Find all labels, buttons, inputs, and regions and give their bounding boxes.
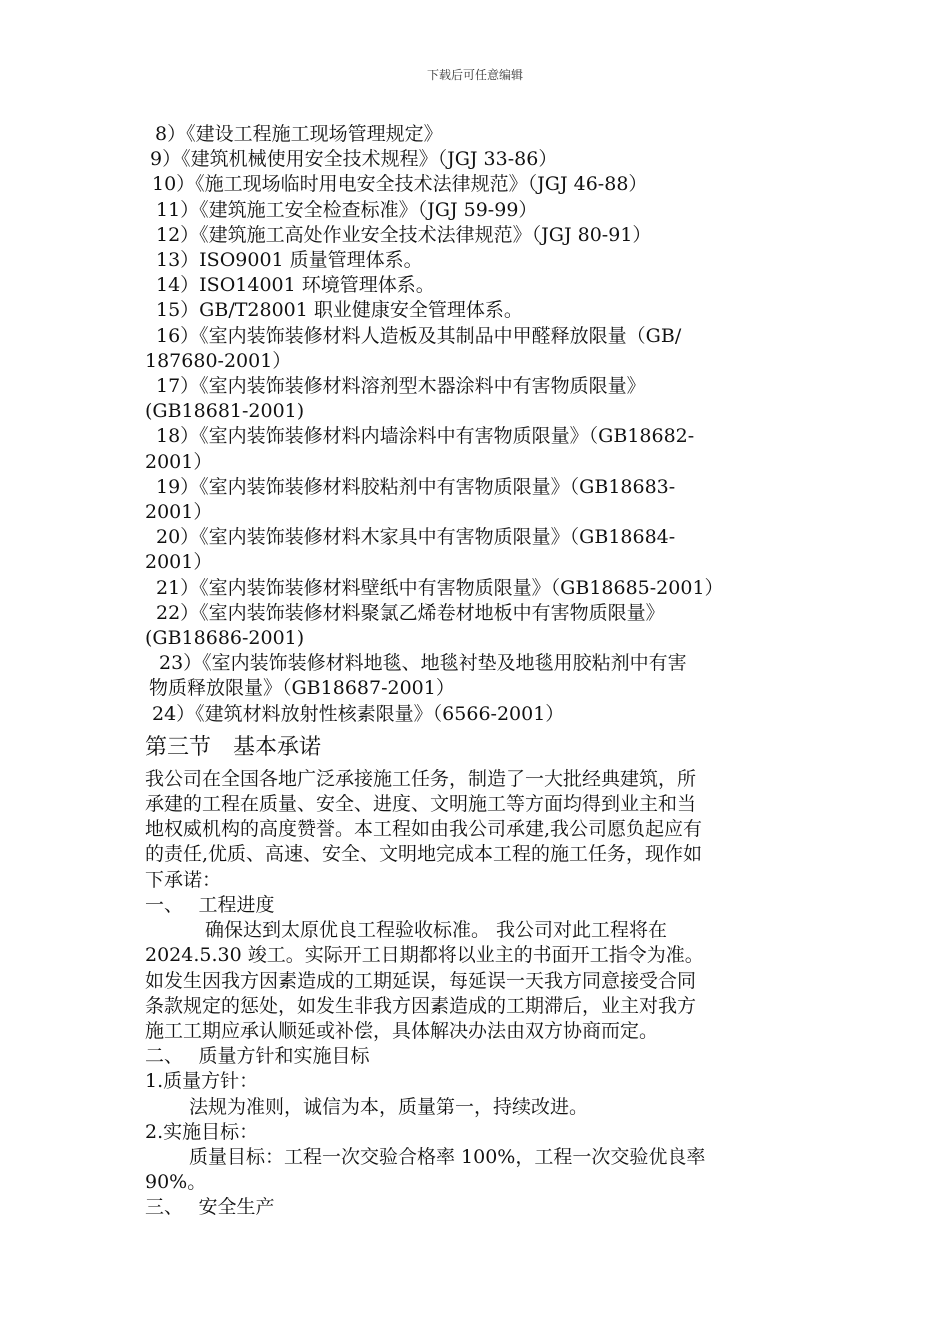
paragraph-line: 如发生因我方因素造成的工期延误，每延误一天我方同意接受合同 [145, 969, 697, 992]
quality-policy-text: 法规为准则，诚信为本，质量第一，持续改进。 [189, 1095, 589, 1118]
list-item: 24）《建筑材料放射性核素限量》（6566-2001） [152, 702, 565, 725]
list-item: 19）《室内装饰装修材料胶粘剂中有害物质限量》（GB18683- [156, 475, 676, 498]
list-item-continuation: 物质释放限量》（GB18687-2001） [149, 677, 455, 700]
quality-policy-label: 1.质量方针： [145, 1070, 259, 1093]
list-item: 22）《室内装饰装修材料聚氯乙烯卷材地板中有害物质限量》 [156, 601, 665, 624]
paragraph-line: 施工工期应承认顺延或补偿，具体解决办法由双方协商而定。 [145, 1019, 659, 1042]
intro-paragraph [145, 767, 810, 893]
section-title: 第三节 基本承诺 [145, 734, 322, 760]
list-item-continuation: (GB18681-2001) [145, 400, 305, 423]
paragraph-line: 承建的工程在质量、安全、进度、文明施工等方面均得到业主和当 [145, 793, 697, 816]
list-item-continuation: 187680-2001） [145, 349, 292, 372]
list-item: 11）《建筑施工安全检查标准》（JGJ 59-99） [156, 198, 538, 221]
list-item: 15）GB/T28001 职业健康安全管理体系。 [156, 299, 523, 322]
paragraph-line: 确保达到太原优良工程验收标准。 我公司对此工程将在 [205, 919, 668, 942]
list-item: 16）《室内装饰装修材料人造板及其制品中甲醛释放限量（GB/ [156, 324, 682, 347]
paragraph-line: 我公司在全国各地广泛承接施工任务，制造了一大批经典建筑，所 [145, 767, 697, 790]
list-item: 13）ISO9001 质量管理体系。 [156, 249, 423, 272]
schedule-paragraph [145, 918, 810, 1044]
paragraph-line: 2024.5.30 竣工。实际开工日期都将以业主的书面开工指令为准。 [145, 944, 704, 967]
list-item: 18）《室内装饰装修材料内墙涂料中有害物质限量》（GB18682- [156, 425, 695, 448]
list-item-continuation: 2001） [145, 501, 213, 524]
list-item: 12）《建筑施工高处作业安全技术法律规范》（JGJ 80-91） [156, 223, 652, 246]
heading-safety: 三、 安全生产 [145, 1196, 275, 1219]
list-item-continuation: 2001） [145, 450, 213, 473]
list-item: 10）《施工现场临时用电安全技术法律规范》（JGJ 46-88） [152, 173, 648, 196]
list-item: 17）《室内装饰装修材料溶剂型木器涂料中有害物质限量》 [156, 375, 646, 398]
list-item: 14）ISO14001 环境管理体系。 [156, 274, 435, 297]
list-item: 21）《室内装饰装修材料壁纸中有害物质限量》（GB18685-2001） [156, 576, 724, 599]
document-body [145, 122, 810, 1221]
heading-schedule: 一、 工程进度 [145, 893, 275, 916]
paragraph-line: 地权威机构的高度赞誉。本工程如由我公司承建,我公司愿负起应有 [145, 818, 703, 841]
standards-list [145, 122, 810, 727]
paragraph-line: 的责任,优质、高速、安全、文明地完成本工程的施工任务，现作如 [145, 843, 703, 866]
quality-target-label: 2.实施目标： [145, 1120, 259, 1143]
paragraph-line: 条款规定的惩处，如发生非我方因素造成的工期滞后，业主对我方 [145, 994, 697, 1017]
paragraph-line: 下承诺： [145, 868, 222, 891]
heading-quality: 二、 质量方针和实施目标 [145, 1045, 370, 1068]
list-item: 20）《室内装饰装修材料木家具中有害物质限量》（GB18684- [156, 526, 676, 549]
list-item: 9）《建筑机械使用安全技术规程》（JGJ 33-86） [150, 148, 558, 171]
quality-target-continuation: 90%。 [145, 1171, 207, 1194]
list-item: 8）《建设工程施工现场管理规定》 [155, 123, 443, 145]
list-item-continuation: 2001） [145, 551, 213, 574]
quality-target-text: 质量目标：工程一次交验合格率 100%，工程一次交验优良率 [189, 1145, 706, 1168]
list-item-continuation: (GB18686-2001) [145, 627, 305, 650]
page-header: 下载后可任意编辑 [426, 68, 523, 82]
list-item: 23）《室内装饰装修材料地毯、地毯衬垫及地毯用胶粘剂中有害 [159, 652, 687, 675]
